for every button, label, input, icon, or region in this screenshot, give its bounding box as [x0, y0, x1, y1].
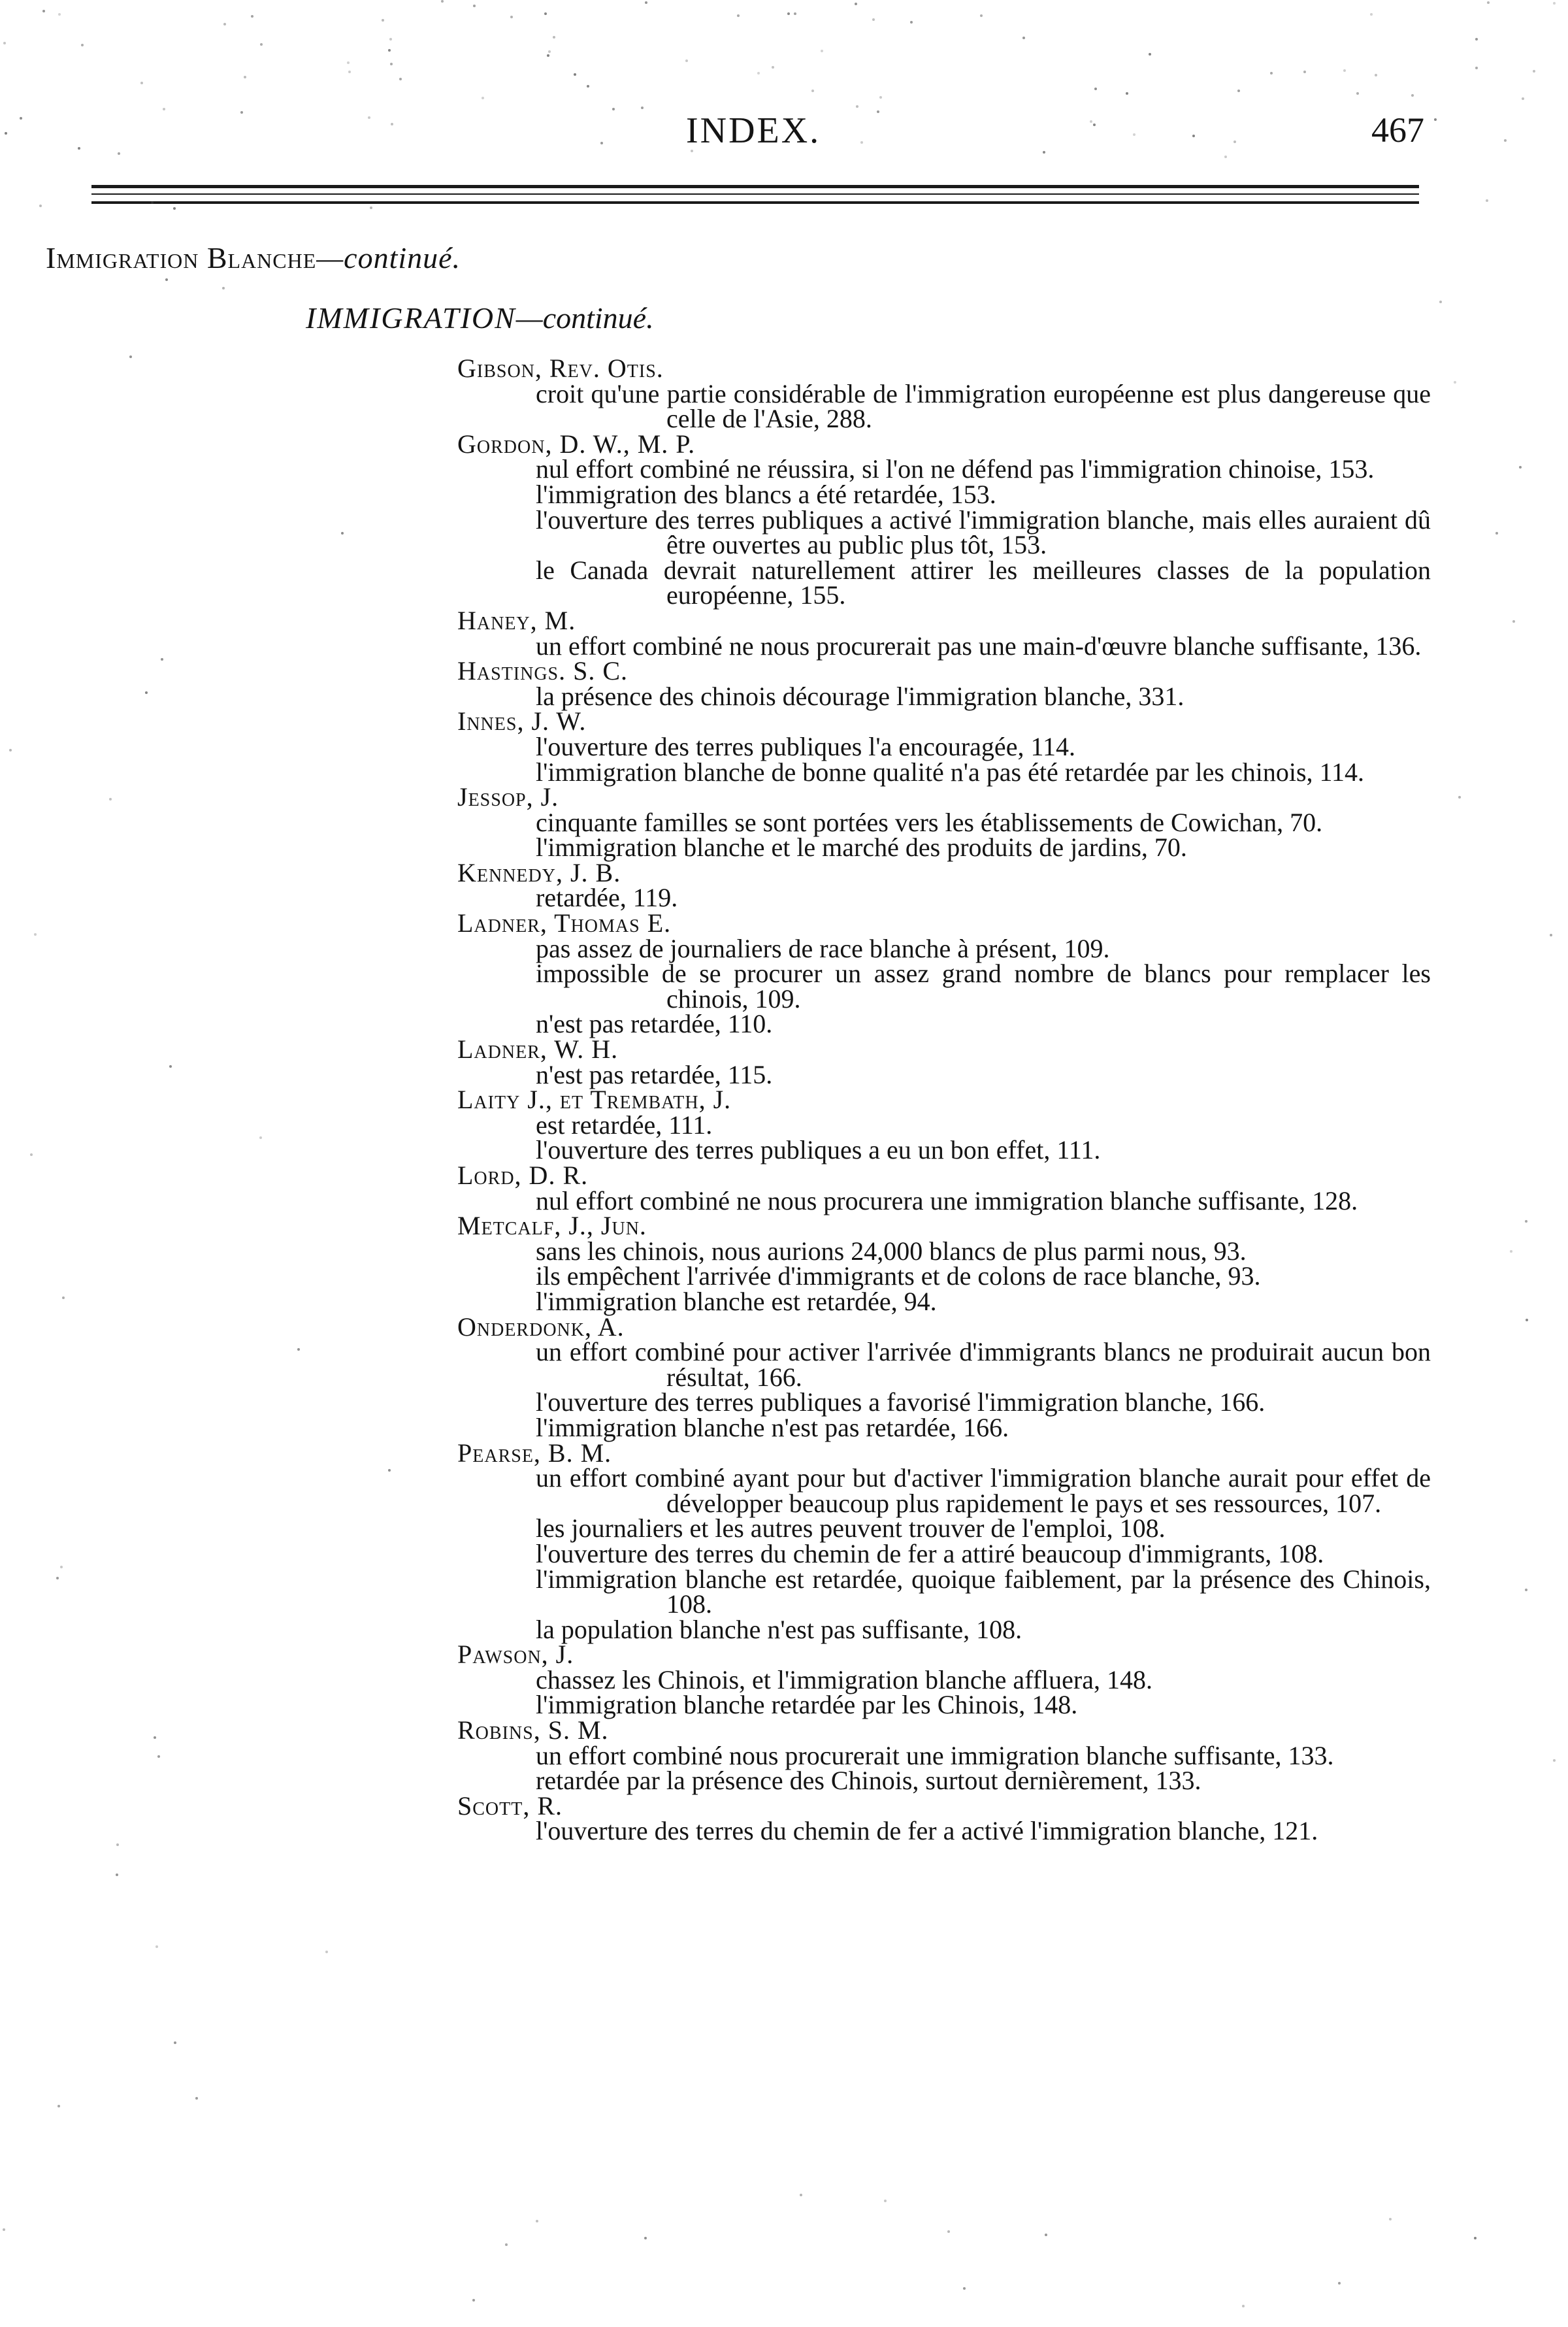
- scan-speck: [800, 2194, 802, 2196]
- index-item: l'ouverture des terres du chemin de fer a attiré beaucoup d'immigrants, 108.: [536, 1538, 1324, 1568]
- scan-speck: [980, 14, 983, 17]
- scan-speck: [60, 1566, 63, 1568]
- index-item: un effort combiné ne nous procurerait pas une main-d'œuvre blanche suffisante, 136.: [536, 631, 1422, 661]
- index-item: un effort combiné nous procurerait une immigration blanche suffisante, 133.: [536, 1740, 1334, 1770]
- scan-speck: [391, 123, 393, 125]
- scan-speck: [154, 1736, 156, 1739]
- scan-speck: [116, 1843, 119, 1846]
- index-entry: [457, 605, 1431, 661]
- scan-speck: [42, 10, 45, 12]
- scan-speck: [1458, 796, 1461, 799]
- index-entry: [457, 1163, 1431, 1213]
- scan-speck: [884, 2200, 887, 2202]
- index-item: l'ouverture des terres publiques a favorisé l'immigration blanche, 166.: [536, 1387, 1266, 1417]
- scan-speck: [1504, 139, 1507, 142]
- scan-speck: [151, 201, 154, 204]
- index-item: la population blanche n'est pas suffisante, 108.: [536, 1614, 1022, 1644]
- scan-speck: [155, 1945, 158, 1948]
- scan-speck: [240, 111, 243, 114]
- scan-speck: [1043, 151, 1045, 154]
- scan-speck: [482, 97, 484, 99]
- index-entry: [457, 1312, 1431, 1442]
- index-item: un effort combiné ayant pour but d'activer l'immigration blanche aurait pour effet de développer beaucoup plus rapidement le pays et ses ressources, 107.: [536, 1463, 1431, 1518]
- subsection-heading: [306, 301, 654, 335]
- scan-speck: [1553, 2, 1556, 5]
- person-name: Lord, D. R.: [457, 1161, 589, 1190]
- index-entry: [457, 908, 1431, 1039]
- index-item: retardée, 119.: [536, 883, 678, 913]
- index-item: retardée par la présence des Chinois, surtout dernièrement, 133.: [536, 1766, 1201, 1796]
- person-name: Ladner, Thomas E.: [457, 908, 672, 938]
- person-name: Pawson, J.: [457, 1640, 574, 1670]
- scan-speck: [1533, 70, 1535, 73]
- scan-speck: [772, 66, 774, 69]
- page-title: INDEX.: [686, 110, 821, 151]
- scan-speck: [347, 61, 350, 64]
- index-entry: [457, 857, 1431, 913]
- person-name: Haney, M.: [457, 605, 576, 635]
- scan-speck: [39, 205, 42, 207]
- index-entry: [457, 1213, 1431, 1314]
- person-name: Ladner, W. H.: [457, 1034, 619, 1064]
- scan-speck: [1375, 74, 1377, 76]
- index-item: nul effort combiné ne réussira, si l'on ne défend pas l'immigration chinoise, 153.: [536, 454, 1375, 484]
- scan-speck: [872, 18, 875, 21]
- scan-speck: [505, 2243, 508, 2246]
- index-item: l'ouverture des terres du chemin de fer a activé l'immigration blanche, 121.: [536, 1816, 1318, 1846]
- index-entry: [457, 1438, 1431, 1644]
- scan-speck: [56, 1577, 59, 1579]
- scan-speck: [1303, 71, 1306, 73]
- index-entry: [457, 356, 1431, 432]
- scan-speck: [473, 5, 476, 7]
- index-item: impossible de se procurer un assez grand nombre de blancs pour remplacer les chinois, 109.: [536, 959, 1431, 1014]
- index-entry: [457, 656, 1431, 711]
- scan-speck: [641, 107, 644, 109]
- index-item: les journaliers et les autres peuvent trouver de l'emploi, 108.: [536, 1513, 1166, 1543]
- scan-speck: [30, 1153, 33, 1156]
- scan-speck: [963, 2287, 966, 2290]
- scan-speck: [1389, 2218, 1392, 2220]
- scan-speck: [548, 50, 551, 53]
- index-item: l'ouverture des terres publiques a eu un bon effet, 111.: [536, 1135, 1101, 1165]
- person-name: Pearse, B. M.: [457, 1438, 612, 1468]
- index-entry: [457, 1034, 1431, 1089]
- scan-speck: [587, 85, 589, 88]
- scan-speck: [1356, 92, 1359, 95]
- scan-speck: [116, 1873, 118, 1876]
- scan-speck: [260, 43, 263, 46]
- index-item: un effort combiné pour activer l'arrivée d'immigrants blancs ne produirait aucun bon résultat, 166.: [536, 1337, 1431, 1392]
- scan-speck: [644, 2237, 647, 2239]
- scan-speck: [259, 1136, 262, 1139]
- scan-speck: [3, 2228, 5, 2231]
- scan-speck: [1486, 199, 1488, 202]
- person-name: Hastings. S. C.: [457, 656, 629, 686]
- scan-speck: [947, 2230, 950, 2233]
- page-header: [0, 110, 1568, 169]
- scan-speck: [737, 14, 740, 17]
- scan-speck: [1149, 53, 1151, 56]
- scan-speck: [1370, 13, 1373, 16]
- scan-speck: [109, 798, 112, 800]
- scan-speck: [348, 71, 351, 73]
- person-name: Robins, S. M.: [457, 1715, 609, 1745]
- scan-speck: [1439, 301, 1442, 303]
- scan-speck: [81, 44, 84, 46]
- scan-speck: [1094, 88, 1097, 90]
- subsection-continued: —continué.: [515, 301, 654, 335]
- person-name: Kennedy, J. B.: [457, 857, 621, 887]
- scan-speck: [388, 1469, 391, 1472]
- scan-speck: [811, 90, 814, 92]
- scan-speck: [1233, 140, 1236, 143]
- index-item: n'est pas retardée, 115.: [536, 1059, 773, 1089]
- scan-speck: [173, 207, 176, 210]
- person-name: Onderdonk, A.: [457, 1312, 625, 1342]
- header-rule: [91, 185, 1419, 188]
- scan-speck: [1512, 620, 1515, 623]
- scan-speck: [536, 2220, 538, 2222]
- scan-speck: [1553, 1759, 1556, 1762]
- scan-speck: [62, 1296, 65, 1299]
- scan-speck: [58, 13, 61, 16]
- scan-speck: [910, 21, 913, 24]
- scan-speck: [787, 12, 790, 15]
- scan-speck: [1487, 1, 1490, 4]
- scan-speck: [388, 49, 391, 52]
- scan-speck: [174, 2041, 176, 2044]
- scan-speck: [855, 3, 857, 5]
- scan-speck: [1090, 120, 1092, 123]
- scan-speck: [3, 42, 6, 44]
- scan-speck: [1525, 1589, 1527, 1591]
- index-item: la présence des chinois décourage l'immigration blanche, 331.: [536, 681, 1184, 711]
- scan-speck: [34, 933, 37, 936]
- index-item: l'ouverture des terres publiques l'a encouragée, 114.: [536, 731, 1075, 761]
- index-item: l'ouverture des terres publiques a activé l'immigration blanche, mais elles auraient dû être ouvertes au public plus tôt, 153.: [536, 504, 1431, 560]
- index-item: l'immigration blanche et le marché des produits de jardins, 70.: [536, 833, 1187, 863]
- scan-speck: [1270, 72, 1273, 74]
- scan-speck: [251, 15, 253, 18]
- scan-speck: [645, 1, 647, 4]
- index-item: le Canada devrait naturellement attirer les meilleures classes de la population européenne, 155.: [536, 555, 1431, 610]
- scan-speck: [1474, 2237, 1477, 2239]
- scan-speck: [1192, 135, 1195, 137]
- header-rule-thin: [91, 193, 1419, 195]
- scan-speck: [297, 1348, 300, 1351]
- index-entry: [457, 429, 1431, 610]
- scan-speck: [129, 355, 132, 358]
- scan-speck: [685, 59, 688, 62]
- person-name: Gordon, D. W., M. P.: [457, 429, 696, 459]
- index-item: l'immigration des blancs a été retardée, 153.: [536, 479, 996, 509]
- section-continued: —continué.: [316, 241, 461, 274]
- person-name: Laity J., et Trembath, J.: [457, 1085, 732, 1115]
- scan-speck: [879, 96, 882, 99]
- scan-speck: [390, 63, 393, 65]
- scan-speck: [1495, 532, 1498, 535]
- scan-speck: [1550, 934, 1552, 936]
- scan-speck: [757, 72, 760, 74]
- scan-speck: [821, 50, 823, 52]
- index-item: nul effort combiné ne nous procurera une immigration blanche suffisante, 128.: [536, 1185, 1358, 1215]
- scan-speck: [553, 36, 555, 39]
- scan-speck: [1126, 92, 1128, 95]
- scan-speck: [441, 0, 444, 3]
- scan-speck: [574, 73, 576, 76]
- scan-speck: [612, 108, 615, 110]
- person-name: Jessop, J.: [457, 782, 559, 812]
- scan-speck: [244, 76, 246, 78]
- scan-speck: [1475, 67, 1478, 69]
- scan-speck: [145, 691, 148, 694]
- scan-speck: [794, 12, 796, 15]
- scan-speck: [161, 658, 163, 661]
- scan-speck: [1237, 90, 1240, 92]
- scan-speck: [1454, 381, 1456, 384]
- scan-speck: [860, 141, 863, 144]
- scan-speck: [510, 16, 513, 18]
- index-entry: [457, 706, 1431, 787]
- scan-speck: [222, 287, 225, 289]
- scan-speck: [1522, 97, 1524, 100]
- scan-speck: [1224, 156, 1227, 158]
- scan-speck: [57, 2105, 60, 2107]
- scan-speck: [341, 532, 344, 535]
- section-title: Immigration Blanche: [46, 241, 317, 274]
- index-entry: [457, 1642, 1431, 1718]
- index-item: l'immigration blanche de bonne qualité n'a pas été retardée par les chinois, 114.: [536, 757, 1365, 787]
- scan-speck: [705, 119, 708, 122]
- scan-speck: [544, 12, 547, 15]
- scan-speck: [856, 105, 858, 108]
- scan-speck: [223, 23, 226, 25]
- scan-speck: [1510, 1250, 1512, 1253]
- index-item: pas assez de journaliers de race blanche à présent, 109.: [536, 933, 1110, 963]
- scan-speck: [472, 2299, 475, 2302]
- index-item: l'immigration blanche retardée par les Chinois, 148.: [536, 1690, 1078, 1720]
- scan-speck: [1242, 2305, 1245, 2307]
- header-rule-bottom: [91, 201, 1419, 204]
- scan-speck: [169, 1065, 172, 1068]
- index-entries: [457, 356, 1431, 1844]
- index-item: l'immigration blanche n'est pas retardée, 166.: [536, 1412, 1009, 1442]
- scan-speck: [370, 206, 372, 209]
- index-entry: [457, 782, 1431, 863]
- page-number: 467: [1371, 110, 1424, 150]
- index-item: est retardée, 111.: [536, 1110, 713, 1140]
- person-name: Metcalf, J., Jun.: [457, 1211, 647, 1241]
- scan-speck: [9, 749, 12, 751]
- scan-speck: [1045, 2234, 1047, 2236]
- index-item: croit qu'une partie considérable de l'immigration européenne est plus dangereuse que celle de l'Asie, 288.: [536, 378, 1431, 434]
- index-item: n'est pas retardée, 110.: [536, 1009, 773, 1039]
- index-entry: [457, 1087, 1431, 1163]
- scan-speck: [157, 1755, 160, 1758]
- index-entry: [457, 1715, 1431, 1796]
- index-item: l'immigration blanche est retardée, 94.: [536, 1286, 937, 1316]
- scan-speck: [399, 78, 402, 80]
- subsection-title: IMMIGRATION: [306, 301, 516, 335]
- index-item: chassez les Chinois, et l'immigration blanche affluera, 148.: [536, 1664, 1152, 1694]
- scan-speck: [547, 54, 549, 57]
- index-item: cinquante familles se sont portées vers les établissements de Cowichan, 70.: [536, 807, 1323, 837]
- person-name: Scott, R.: [457, 1791, 563, 1821]
- scan-speck: [165, 278, 168, 281]
- index-item: sans les chinois, nous aurions 24,000 blancs de plus parmi nous, 93.: [536, 1236, 1247, 1266]
- scan-speck: [1343, 69, 1346, 72]
- scan-speck: [1475, 38, 1478, 41]
- scan-speck: [1411, 94, 1414, 97]
- scan-speck: [195, 2097, 198, 2100]
- scan-speck: [382, 19, 384, 22]
- person-name: Gibson, Rev. Otis.: [457, 354, 664, 383]
- section-heading: [46, 240, 461, 275]
- scan-speck: [1022, 37, 1025, 39]
- index-item: l'immigration blanche est retardée, quoique faiblement, par la présence des Chinois, 108.: [536, 1564, 1431, 1619]
- index-item: ils empêchent l'arrivée d'immigrants et de colons de race blanche, 93.: [536, 1261, 1261, 1291]
- scan-speck: [140, 82, 143, 84]
- person-name: Innes, J. W.: [457, 706, 587, 736]
- scan-speck: [325, 1951, 328, 1953]
- index-entry: [457, 1791, 1431, 1846]
- scan-speck: [1093, 124, 1096, 126]
- scan-speck: [389, 38, 392, 41]
- scan-speck: [1525, 1220, 1527, 1223]
- scan-speck: [1526, 1319, 1528, 1321]
- scan-speck: [1338, 2282, 1341, 2285]
- scan-speck: [1519, 466, 1522, 469]
